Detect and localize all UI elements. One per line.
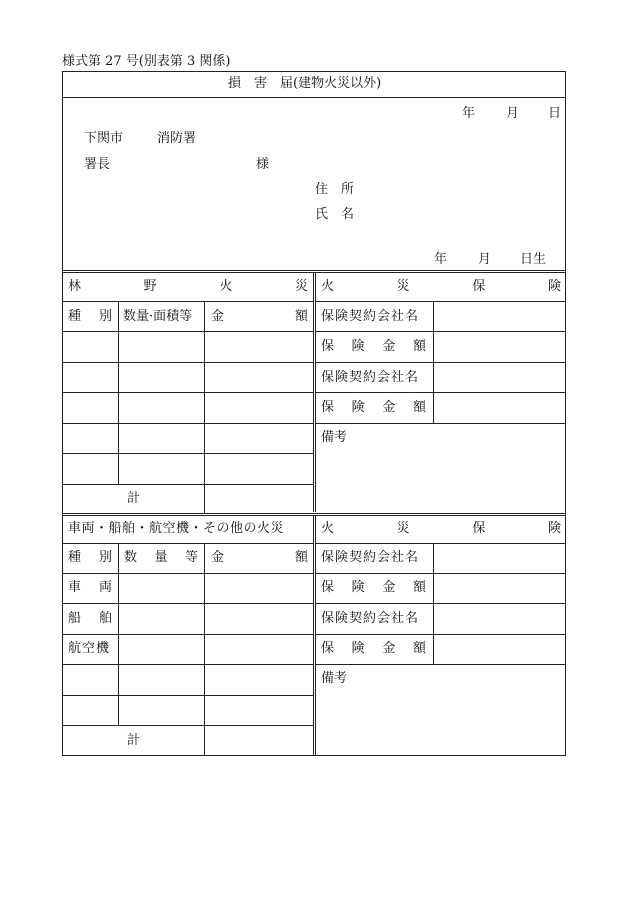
name-field[interactable] <box>365 205 560 225</box>
vehicle-col-line <box>118 543 119 725</box>
insurance1-amount1: 保 険 金 額 <box>321 339 426 354</box>
insurance1-company1: 保険契約会社名 <box>321 309 420 324</box>
insurance2-amount2-value[interactable] <box>434 635 565 664</box>
vehicle-row-aircraft: 航空機 <box>68 641 111 656</box>
birth-day: 日生 <box>520 252 547 267</box>
forest-title: 林 野 火 災 <box>68 279 308 294</box>
forest-col-type: 種 別 <box>68 309 112 324</box>
city-label: 下関市 <box>84 131 124 146</box>
forest-col-amount: 金 額 <box>211 309 308 324</box>
vehicle-row-line <box>62 695 314 696</box>
insurance1-amount2-value[interactable] <box>434 393 565 422</box>
vehicle-col-qty: 数 量 等 <box>124 550 198 565</box>
vehicle-col-amount: 金 額 <box>211 550 308 565</box>
vehicle-row-car: 車 両 <box>68 580 112 595</box>
insurance1-company2-value[interactable] <box>434 363 565 392</box>
birth-year: 年 <box>434 252 448 267</box>
insurance2-remarks-value[interactable] <box>316 690 565 754</box>
form-caption: 様式第 27 号(別表第 3 関係) <box>62 54 231 69</box>
forest-row-line <box>62 331 314 332</box>
date-year: 年 <box>462 106 476 121</box>
birth-month: 月 <box>478 252 492 267</box>
vehicle-row-line <box>62 603 314 604</box>
insurance1-remarks: 備考 <box>321 430 348 445</box>
vehicle-row-line <box>62 543 314 544</box>
vehicle-row-line <box>62 725 314 726</box>
address-label: 住 所 <box>315 182 355 197</box>
vehicle-col-type: 種 別 <box>68 550 112 565</box>
address-field[interactable] <box>365 180 560 200</box>
insurance-row-line <box>315 423 566 424</box>
insurance2-title: 火 災 保 険 <box>321 521 561 536</box>
station-label: 消防署 <box>157 131 197 146</box>
insurance1-remarks-value[interactable] <box>316 448 565 510</box>
forest-col-qty: 数量·面積等 <box>123 309 193 324</box>
vehicle-col-line <box>204 543 205 756</box>
insurance2-remarks: 備考 <box>321 671 348 686</box>
insurance2-company1-value[interactable] <box>434 544 565 573</box>
vehicle-row-ship: 船 舶 <box>68 611 112 626</box>
insurance2-amount1: 保 険 金 額 <box>321 580 426 595</box>
insurance1-company1-value[interactable] <box>434 302 565 331</box>
insurance2-company1: 保険契約会社名 <box>321 550 420 565</box>
forest-row-line <box>62 484 314 485</box>
forest-total: 計 <box>127 491 141 506</box>
forest-col-line <box>204 301 205 513</box>
forest-row-line <box>62 362 314 363</box>
insurance2-company2: 保険契約会社名 <box>321 611 420 626</box>
name-label: 氏 名 <box>315 207 355 222</box>
date-day: 日 <box>548 106 562 121</box>
vehicle-title: 車両・船舶・航空機・その他の火災 <box>68 521 285 536</box>
vehicle-row-line <box>62 664 314 665</box>
vehicle-row-line <box>62 634 314 635</box>
insurance2-row-line <box>315 664 566 665</box>
forest-row-line <box>62 392 314 393</box>
insurance1-amount2: 保 険 金 額 <box>321 400 426 415</box>
sama-label: 様 <box>256 157 270 172</box>
insurance2-amount2: 保 険 金 額 <box>321 641 426 656</box>
insurance1-company2: 保険契約会社名 <box>321 370 420 385</box>
title-divider <box>62 97 566 98</box>
date-month: 月 <box>506 106 520 121</box>
insurance2-amount1-value[interactable] <box>434 574 565 603</box>
forest-row-line <box>62 453 314 454</box>
forest-row-line <box>62 301 314 302</box>
vehicle-total: 計 <box>127 733 141 748</box>
insurance2-company2-value[interactable] <box>434 604 565 633</box>
vehicle-row-line <box>62 573 314 574</box>
insurance1-title: 火 災 保 険 <box>321 279 561 294</box>
forest-row-line <box>62 423 314 424</box>
forest-col-line <box>118 301 119 484</box>
chief-label: 署長 <box>84 157 111 172</box>
insurance1-amount1-value[interactable] <box>434 332 565 361</box>
form-title: 損 害 届(建物火災以外) <box>228 76 382 91</box>
